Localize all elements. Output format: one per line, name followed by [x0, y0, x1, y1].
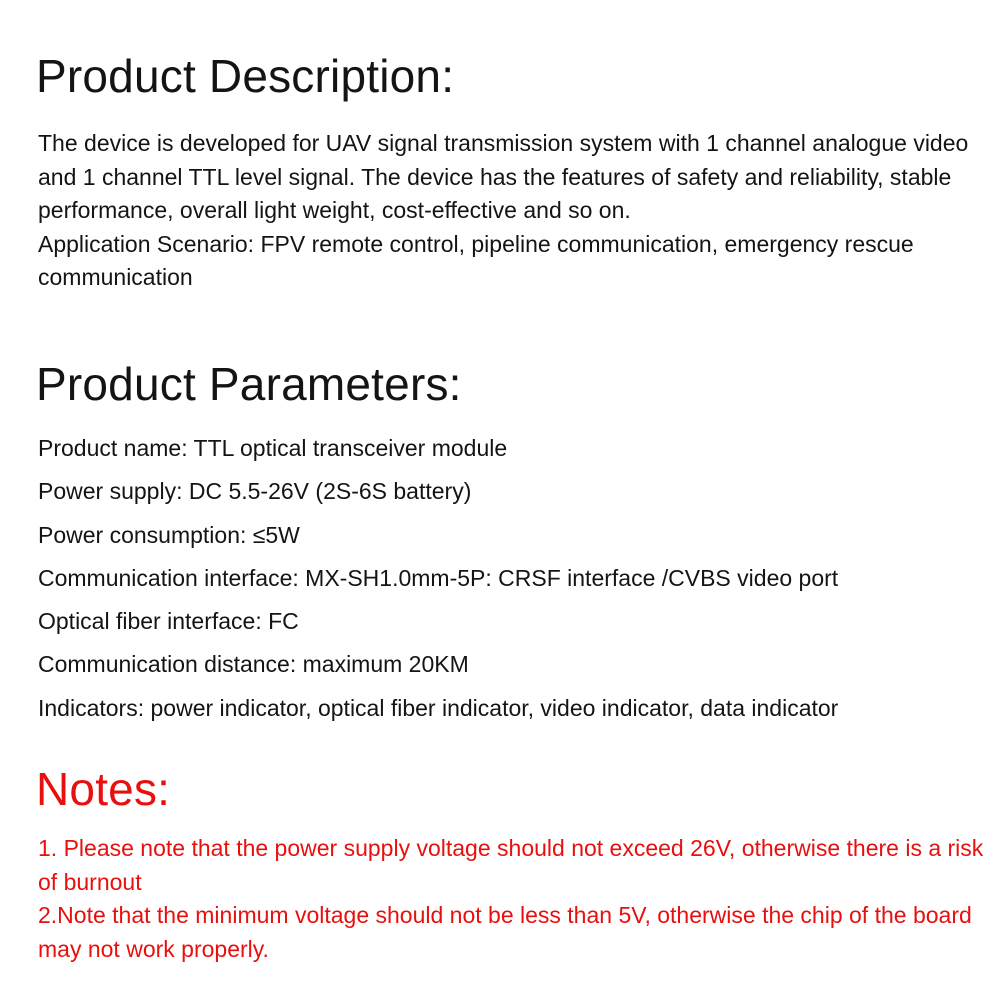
- param-power-consumption: Power consumption: ≤5W: [38, 521, 300, 548]
- description-body: The device is developed for UAV signal transmission system with 1 channel analogue video and 1 channel TTL level signal. The device has the features of safety and reliability, stable performance, overall light weight, cost-effective and so on.: [38, 130, 969, 224]
- parameters-heading: Product Parameters:: [36, 358, 462, 410]
- notes-heading: Notes:: [36, 763, 171, 815]
- description-paragraph: [38, 127, 978, 295]
- application-scenario: Application Scenario: FPV remote control, pipeline communication, emergency rescue communication: [38, 230, 914, 291]
- notes-list: [38, 832, 988, 966]
- param-indicators: Indicators: power indicator, optical fiber indicator, video indicator, data indicator: [38, 694, 839, 721]
- param-communication-distance: Communication distance: maximum 20KM: [38, 651, 469, 678]
- param-product-name: Product name: TTL optical transceiver module: [38, 435, 508, 461]
- param-power-supply: Power supply: DC 5.5-26V (2S-6S battery): [38, 478, 472, 505]
- note-item-1: 1. Please note that the power supply voltage should not exceed 26V, otherwise there is a risk of burnout: [38, 835, 984, 895]
- param-fiber-interface: Optical fiber interface: FC: [38, 608, 299, 635]
- param-communication-interface: Communication interface: MX-SH1.0mm-5P: CRSF interface /CVBS video port: [38, 564, 839, 591]
- description-heading: Product Description:: [36, 50, 455, 102]
- parameters-list: [38, 427, 988, 730]
- note-item-2: 2.Note that the minimum voltage should not be less than 5V, otherwise the chip of the board may not work properly.: [38, 902, 972, 962]
